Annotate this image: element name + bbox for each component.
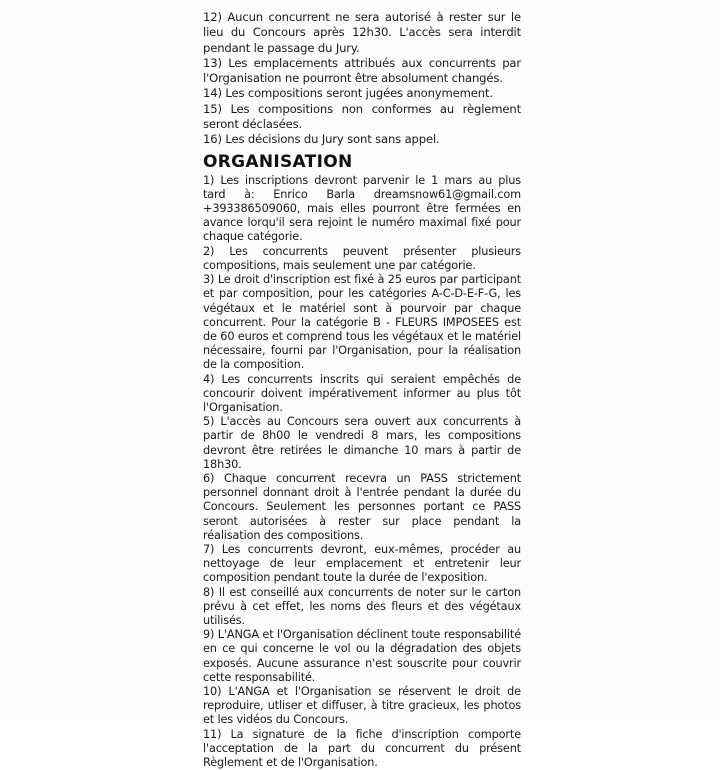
org-rule-1: 1) Les inscriptions devront parvenir le 1 mars au plus tard à: Enrico Barla dreamsnow61@gmail.com +393386509060, mais elles pourront être fermées en avance lorqu'il sera rejoint le numéro maximal fixé pour chaque catégorie. [203, 173, 521, 244]
rule-15: 15) Les compositions non conformes au règlement seront déclasées. [203, 101, 521, 132]
org-rule-11: 11) La signature de la fiche d'inscription comporte l'acceptation de la part du concurrent du présent Règlement et de l'Organisation. [203, 727, 521, 769]
org-rule-7: 7) Les concurrents devront, eux-mêmes, procéder au nettoyage de leur emplacement et entretenir leur composition pendant toute la durée de l'exposition. [203, 542, 521, 585]
org-rule-3: 3) Le droit d'inscription est fixé à 25 euros par participant et par composition, pour les catégories A-C-D-E-F-G, les végétaux et le matériel sont à pourvoir par chaque concurrent. Pour la catégorie B - FLEURS IMPOSEES est de 60 euros et comprend tous les végétaux et le matériel nécessaire, fourni par l'Organisation, pour la réalisation de la composition. [203, 273, 521, 372]
org-rule-5: 5) L'accès au Concours sera ouvert aux concurrents à partir de 8h00 le vendredi 8 mars, les compositions devront être retirées le dimanche 10 mars à partir de 18h30. [203, 415, 521, 471]
org-rule-8: 8) Il est conseillé aux concurrents de noter sur le carton prévu à cet effet, les noms des fleurs et des végétaux utilisés. [203, 585, 521, 627]
organisation-rules [203, 174, 521, 770]
rule-13: 13) Les emplacements attribués aux concurrents par l'Organisation ne pourront être absolument changés. [203, 55, 521, 86]
section-title: ORGANISATION [203, 151, 353, 172]
rule-12: 12) Aucun concurrent ne sera autorisé à rester sur le lieu du Concours après 12h30. L'accès sera interdit pendant le passage du Jury. [203, 10, 521, 55]
text-column [203, 10, 521, 770]
rule-16: 16) Les décisions du Jury sont sans appel. [203, 132, 440, 147]
org-rule-9: 9) L'ANGA et l'Organisation déclinent toute responsabilité en ce qui concerne le vol ou la dégradation des objets exposés. Aucune assurance n'est souscrite pour couvrir cette responsabilité. [203, 628, 521, 684]
continued-rules [203, 10, 521, 148]
rule-14: 14) Les compositions seront jugées anonymement. [203, 86, 493, 101]
org-rule-6: 6) Chaque concurrent recevra un PASS strictement personnel donnant droit à l'entrée pendant la durée du Concours. Seulement les personnes portant ce PASS seront autorisées à rester sur place pendant la réalisation des compositions. [203, 471, 521, 542]
org-rule-4: 4) Les concurrents inscrits qui seraient empêchés de concourir doivent impérativement informer au plus tôt l'Organisation. [203, 372, 521, 414]
org-rule-2: 2) Les concurrents peuvent présenter plusieurs compositions, mais seulement une par catégorie. [203, 244, 521, 272]
org-rule-10: 10) L'ANGA et l'Organisation se réservent le droit de reproduire, utliser et diffuser, à titre gracieux, les photos et les vidéos du Concours. [203, 684, 521, 727]
